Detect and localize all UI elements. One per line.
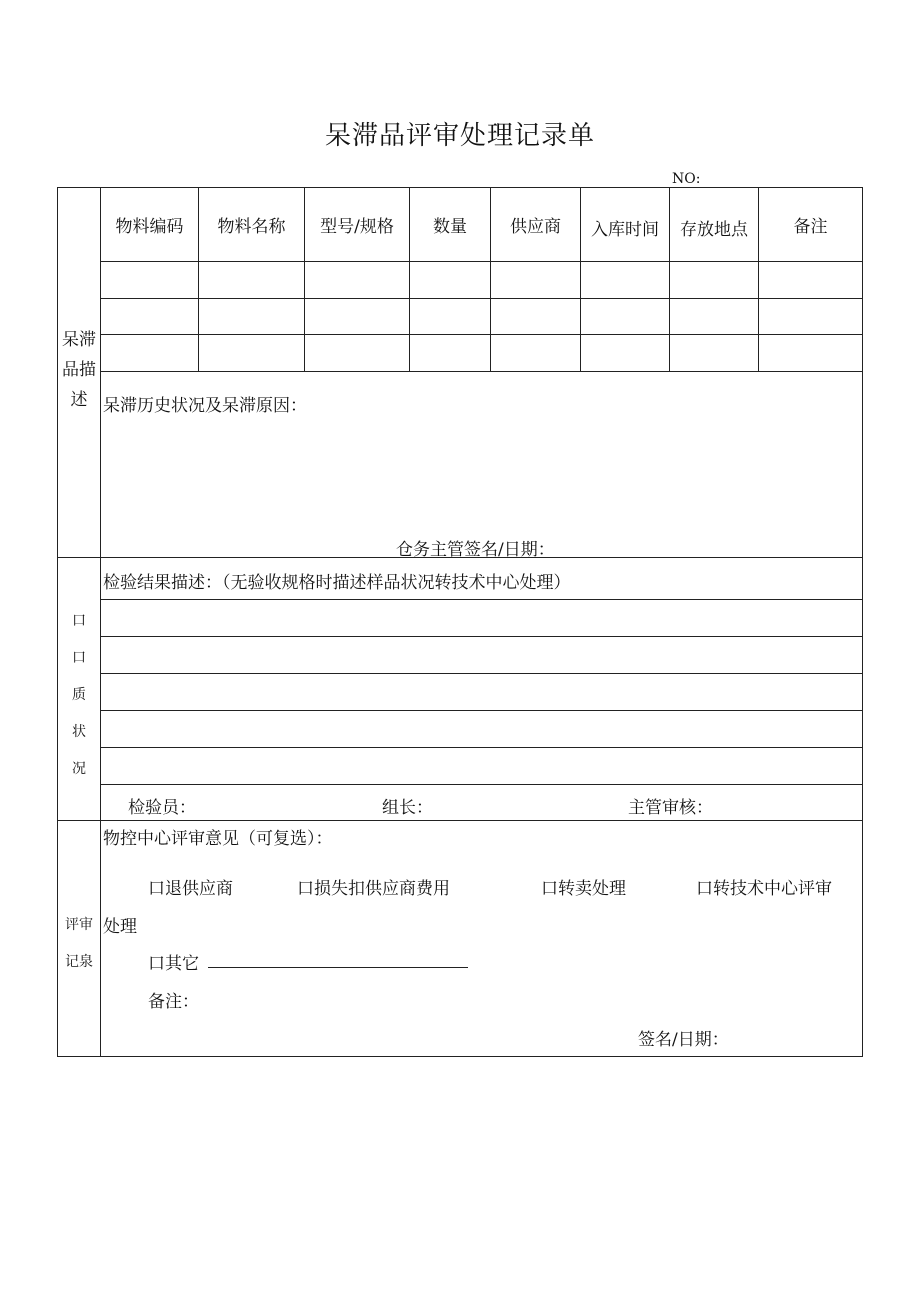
header-model-spec: 型号/规格 <box>320 216 394 237</box>
row-divider <box>101 371 862 372</box>
header-material-name: 物料名称 <box>217 216 286 237</box>
option-tech-center-review: 口转技术中心评审 <box>696 879 832 899</box>
section-label-line: 记泉 <box>65 954 93 970</box>
header-remarks: 备注 <box>793 216 828 237</box>
review-opinion-label: 物控中心评审意见（可复选）： <box>103 829 333 849</box>
section-label-char: 况 <box>72 761 86 777</box>
record-form-table <box>57 187 863 1057</box>
supervisor-review-label: 主管审核： <box>628 798 713 818</box>
header-quantity: 数量 <box>433 216 467 237</box>
row-divider <box>101 261 862 262</box>
section-divider <box>57 820 863 821</box>
option-wrap-text: 处理 <box>103 917 137 937</box>
option-other: 口其它 <box>148 954 199 974</box>
warehouse-signature-label: 仓务主管签名/日期： <box>396 540 555 560</box>
row-divider <box>101 673 862 674</box>
record-number-label: NO: <box>672 171 701 187</box>
section-label-line: 品描 <box>62 360 96 380</box>
history-reason-label: 呆滞历史状况及呆滞原因： <box>103 396 307 416</box>
section-label-line: 评审 <box>65 917 93 933</box>
row-divider <box>101 599 862 600</box>
option-deduct-supplier-fee: 口损失扣供应商费用 <box>297 879 450 899</box>
row-divider <box>101 784 862 785</box>
section-label-line: 述 <box>70 390 88 410</box>
review-signature-label: 签名/日期： <box>638 1030 729 1050</box>
section-label-quality-status <box>57 603 101 788</box>
row-divider <box>101 710 862 711</box>
section-label-review-record <box>57 907 101 981</box>
team-leader-label: 组长： <box>382 798 433 818</box>
inspection-result-label: 检验结果描述：（无验收规格时描述样品状况转技术中心处理） <box>103 573 571 593</box>
section-label-stagnant-description <box>57 325 101 415</box>
page-title: 呆滞品评审处理记录单 <box>324 121 595 151</box>
other-blank-line <box>208 967 468 968</box>
section-label-char: 状 <box>72 724 86 740</box>
row-divider <box>101 298 862 299</box>
option-resell: 口转卖处理 <box>541 879 626 899</box>
header-inbound-time: 入库时间 <box>591 219 659 240</box>
header-material-code: 物料编码 <box>115 216 184 237</box>
header-supplier: 供应商 <box>510 216 561 237</box>
inspector-label: 检验员： <box>128 798 196 818</box>
row-divider <box>101 747 862 748</box>
section-label-char: 口 <box>72 613 86 629</box>
header-storage-location: 存放地点 <box>680 219 748 240</box>
option-return-supplier: 口退供应商 <box>148 879 233 899</box>
section-label-char: 质 <box>72 687 86 703</box>
row-divider <box>101 636 862 637</box>
section-label-line: 呆滞 <box>62 330 96 350</box>
review-remarks-label: 备注： <box>148 992 199 1012</box>
section-label-char: 口 <box>72 650 86 666</box>
row-divider <box>101 334 862 335</box>
